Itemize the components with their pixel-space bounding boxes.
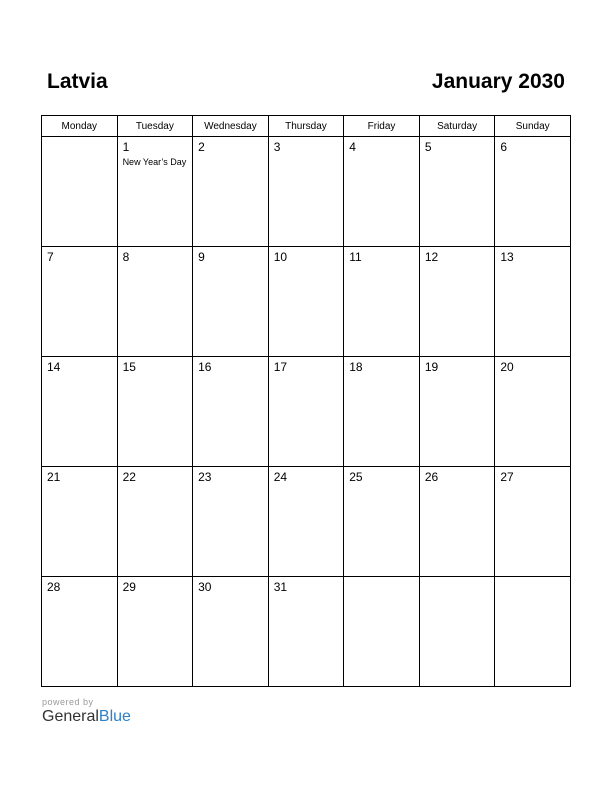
day-cell <box>268 577 344 687</box>
day-cell <box>268 247 344 357</box>
powered-by-label: powered by <box>42 697 94 707</box>
day-cell <box>495 467 571 577</box>
day-cell <box>117 247 193 357</box>
day-number: 17 <box>273 360 288 374</box>
day-cell <box>344 577 420 687</box>
day-number: 16 <box>198 360 212 374</box>
day-cell <box>193 467 269 577</box>
day-cell <box>117 357 193 467</box>
day-cell <box>344 247 420 357</box>
day-number <box>42 137 117 141</box>
day-cell <box>419 357 495 467</box>
day-number: 14 <box>47 360 61 374</box>
day-number: 7 <box>47 250 54 264</box>
week-row <box>42 357 571 467</box>
day-number: 15 <box>122 360 136 374</box>
day-number: 24 <box>273 470 288 484</box>
footer-branding <box>42 697 131 726</box>
day-cell <box>193 577 269 687</box>
day-number: 30 <box>198 580 212 594</box>
day-cell <box>419 247 495 357</box>
day-number: 20 <box>500 360 514 374</box>
day-number: 26 <box>424 470 439 484</box>
day-number: 5 <box>424 140 432 154</box>
day-number <box>495 577 570 581</box>
day-cell <box>117 577 193 687</box>
day-cell <box>42 247 118 357</box>
weekday-wednesday: Wednesday <box>193 116 269 137</box>
day-cell <box>193 247 269 357</box>
month-year-title: January 2030 <box>431 70 565 93</box>
day-cell <box>193 137 269 247</box>
day-cell <box>117 137 193 247</box>
brand-general-text: General <box>42 708 99 725</box>
day-cell <box>419 467 495 577</box>
day-number: 2 <box>198 140 205 154</box>
day-number: 4 <box>349 140 356 154</box>
day-number: 19 <box>424 360 439 374</box>
day-number: 29 <box>122 580 136 594</box>
day-cell <box>495 137 571 247</box>
day-number: 3 <box>273 140 281 154</box>
day-cell <box>419 137 495 247</box>
holiday-label: New Year’s Day <box>122 157 187 167</box>
day-number: 31 <box>273 580 288 594</box>
brand-blue-text: Blue <box>98 708 131 725</box>
day-number: 25 <box>349 470 363 484</box>
day-number: 18 <box>349 360 363 374</box>
day-number: 21 <box>47 470 61 484</box>
weekday-sunday: Sunday <box>495 116 571 137</box>
day-number: 22 <box>122 470 136 484</box>
day-cell <box>495 577 571 687</box>
day-number: 12 <box>424 250 439 264</box>
country-title: Latvia <box>47 70 108 93</box>
day-number <box>344 577 419 581</box>
day-cell <box>268 137 344 247</box>
day-cell <box>268 357 344 467</box>
day-cell <box>495 247 571 357</box>
day-cell <box>42 137 118 247</box>
weekday-monday: Monday <box>42 116 118 137</box>
day-number: 27 <box>500 470 514 484</box>
day-number <box>420 577 495 581</box>
week-row <box>42 137 571 247</box>
day-cell <box>42 577 118 687</box>
calendar-grid <box>41 115 571 687</box>
weekday-thursday: Thursday <box>268 116 344 137</box>
day-number: 11 <box>349 250 362 264</box>
day-cell <box>42 467 118 577</box>
day-number: 9 <box>198 250 205 264</box>
day-number: 23 <box>198 470 212 484</box>
weekday-saturday: Saturday <box>419 116 495 137</box>
weekday-header-row <box>42 116 571 137</box>
day-number: 8 <box>122 250 130 264</box>
day-cell <box>495 357 571 467</box>
weekday-tuesday: Tuesday <box>117 116 193 137</box>
day-cell <box>344 137 420 247</box>
day-number: 10 <box>273 250 288 264</box>
weekday-friday: Friday <box>344 116 420 137</box>
week-row <box>42 467 571 577</box>
day-cell <box>42 357 118 467</box>
day-number: 6 <box>500 140 508 154</box>
day-cell <box>268 467 344 577</box>
day-cell <box>344 467 420 577</box>
day-cell <box>193 357 269 467</box>
day-number: 28 <box>47 580 61 594</box>
week-row <box>42 247 571 357</box>
day-number: 1 <box>122 140 130 154</box>
day-cell <box>419 577 495 687</box>
day-number: 13 <box>500 250 514 264</box>
day-cell <box>344 357 420 467</box>
brand-logo[interactable] <box>42 708 131 726</box>
week-row <box>42 577 571 687</box>
day-cell <box>117 467 193 577</box>
